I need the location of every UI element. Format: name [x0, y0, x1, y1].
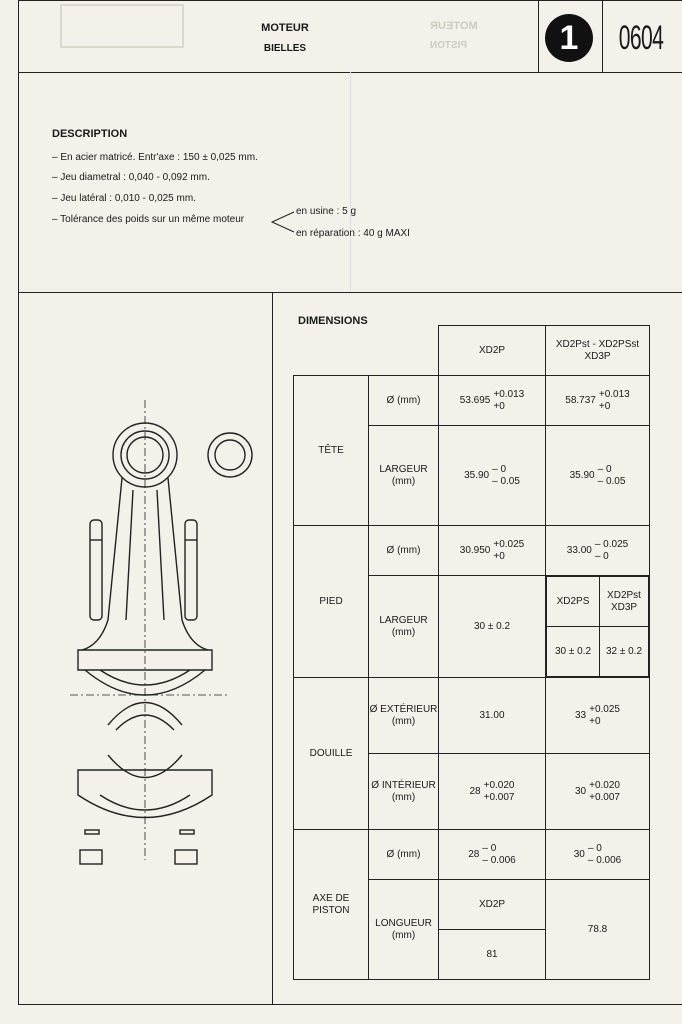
pied-largeur-xd2pst: 32 ± 0.2	[600, 627, 649, 677]
col-header-xd2pst: XD2Pst - XD2PSst XD3P	[546, 326, 650, 376]
row-tete: TÊTE	[294, 376, 369, 526]
section-badge: 1	[545, 14, 593, 62]
axe-dia-label: Ø (mm)	[369, 830, 439, 880]
pied-dia-xd2p: 30.950 +0.025 +0	[439, 526, 546, 576]
pied-sub-xd2pst: XD2Pst XD3P	[600, 577, 649, 627]
douille-int-label: Ø INTÉRIEUR (mm)	[369, 754, 439, 830]
page-code: 0604	[618, 18, 664, 57]
tete-largeur-xd2pst: 35.90 – 0 – 0.05	[546, 426, 650, 526]
description-line: – Jeu diametral : 0,040 - 0,092 mm.	[52, 172, 210, 183]
axe-longueur-xd2pst: 78.8	[546, 880, 650, 980]
col-header-xd2p: XD2P	[439, 326, 546, 376]
pied-largeur-label: LARGEUR (mm)	[369, 576, 439, 678]
weight-usine: en usine : 5 g	[296, 206, 357, 217]
bleed-through-text: MOTEUR	[430, 20, 478, 32]
axe-longueur-xd2p: 81	[439, 930, 546, 980]
weight-bracket	[270, 208, 296, 236]
axe-dia-xd2pst: 30 – 0 – 0.006	[546, 830, 650, 880]
tete-largeur-label: LARGEUR (mm)	[369, 426, 439, 526]
weight-reparation: en réparation : 40 g MAXI	[296, 228, 410, 239]
description-line: – Tolérance des poids sur un même moteur	[52, 214, 245, 225]
bleed-through-text	[60, 4, 184, 48]
tete-largeur-xd2p: 35.90 – 0 – 0.05	[439, 426, 546, 526]
dimensions-title: DIMENSIONS	[298, 315, 368, 327]
header-subtitle: BIELLES	[263, 43, 307, 54]
douille-ext-xd2pst: 33 +0.025 +0	[546, 678, 650, 754]
axe-longueur-sub: XD2P	[439, 880, 546, 930]
bleed-through-text: PISTON	[430, 40, 468, 51]
row-axe: AXE DE PISTON	[294, 830, 369, 980]
axe-longueur-label: LONGUEUR (mm)	[369, 880, 439, 980]
pied-dia-xd2pst: 33.00 – 0.025 – 0	[546, 526, 650, 576]
description-line: – En acier matricé. Entr'axe : 150 ± 0,025 mm.	[52, 152, 258, 163]
douille-ext-label: Ø EXTÉRIEUR (mm)	[369, 678, 439, 754]
pied-sub-xd2ps: XD2PS	[547, 577, 600, 627]
description-title: DESCRIPTION	[52, 128, 128, 140]
douille-int-xd2pst: 30 +0.020 +0.007	[546, 754, 650, 830]
douille-ext-xd2p: 31.00	[439, 678, 546, 754]
row-douille: DOUILLE	[294, 678, 369, 830]
pied-largeur-xd2p: 30 ± 0.2	[439, 576, 546, 678]
tete-dia-xd2pst: 58.737 +0.013 +0	[546, 376, 650, 426]
tete-dia-label: Ø (mm)	[369, 376, 439, 426]
pied-largeur-split	[546, 576, 650, 678]
header-title: MOTEUR	[261, 22, 309, 34]
pied-largeur-xd2ps: 30 ± 0.2	[547, 627, 600, 677]
douille-int-xd2p: 28 +0.020 +0.007	[439, 754, 546, 830]
description-line: – Jeu latéral : 0,010 - 0,025 mm.	[52, 193, 196, 204]
axe-dia-xd2p: 28 – 0 – 0.006	[439, 830, 546, 880]
pied-dia-label: Ø (mm)	[369, 526, 439, 576]
dimensions-table	[293, 325, 650, 980]
tete-dia-xd2p: 53.695 +0.013 +0	[439, 376, 546, 426]
connecting-rod-drawing	[30, 300, 270, 900]
row-pied: PIED	[294, 526, 369, 678]
